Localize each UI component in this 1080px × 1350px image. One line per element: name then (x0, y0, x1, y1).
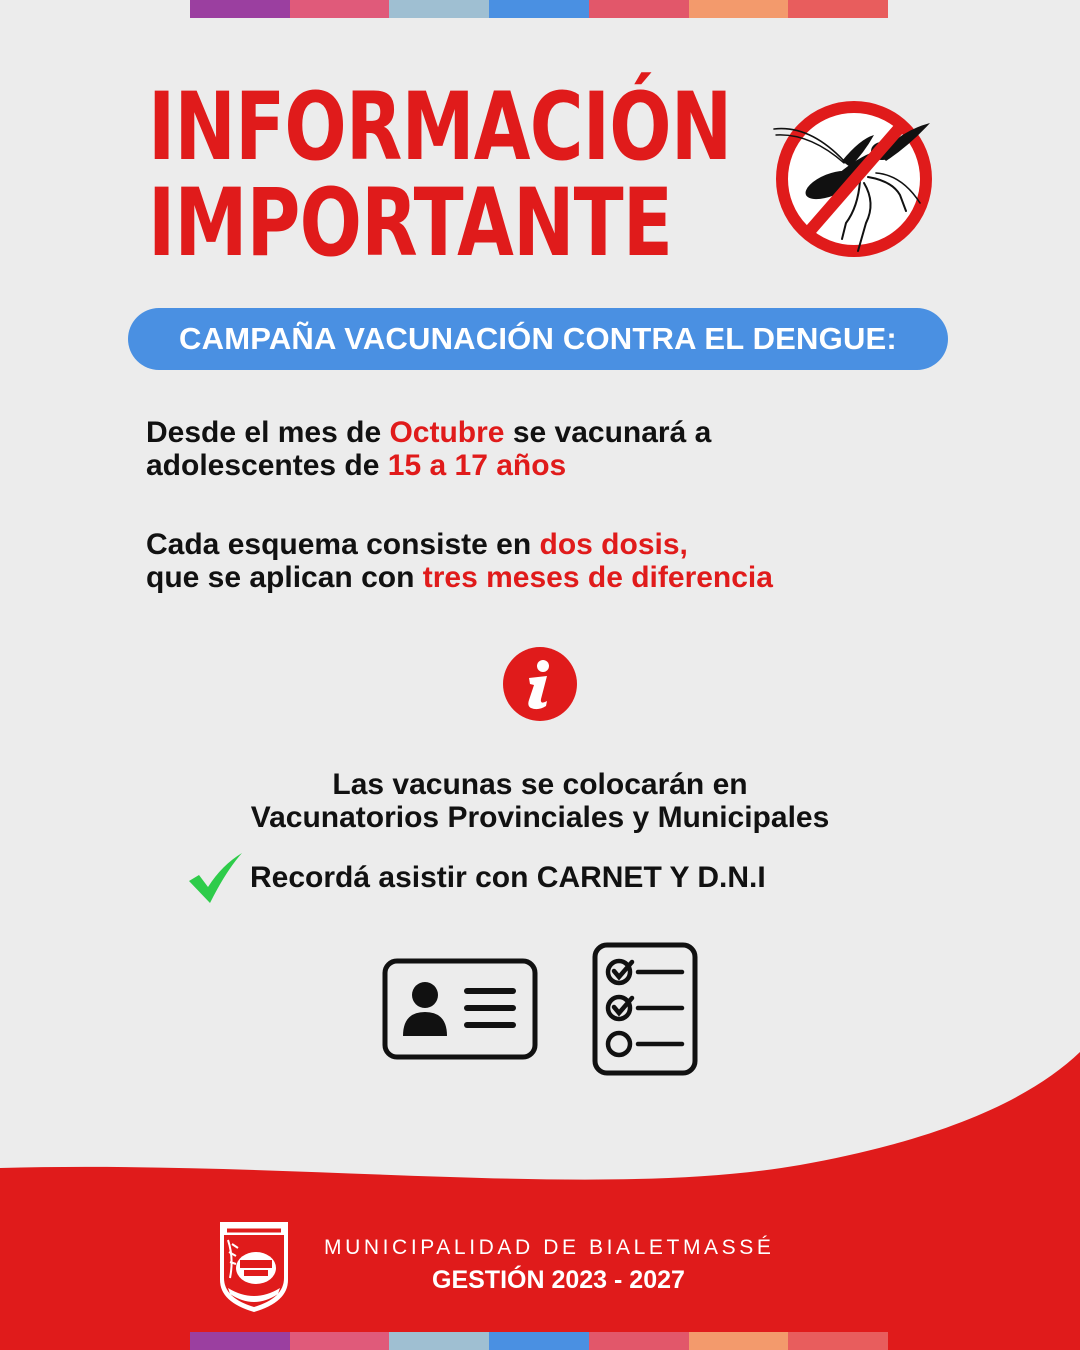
check-icon (186, 851, 244, 905)
reminder-row (186, 850, 766, 906)
stripe-segment (190, 1332, 290, 1350)
stripe-segment (389, 0, 489, 18)
p1-text-3: adolescentes de (146, 449, 388, 482)
stripe-segment (589, 0, 689, 18)
page-title (148, 73, 732, 278)
location-text (0, 768, 1080, 834)
bottom-color-stripe (190, 1332, 888, 1350)
p2-highlight-doses: dos dosis, (539, 528, 688, 561)
stripe-segment (190, 0, 290, 18)
top-color-stripe (190, 0, 888, 18)
stripe-segment (689, 1332, 789, 1350)
location-line-1: Las vacunas se colocarán en (332, 768, 748, 801)
campaign-banner (128, 308, 948, 370)
footer-municipality-name: MUNICIPALIDAD DE BIALETMASSÉ (324, 1236, 775, 1259)
campaign-label: CAMPAÑA VACUNACIÓN CONTRA EL DENGUE: (179, 321, 897, 356)
reminder-text: Recordá asistir con CARNET Y D.N.I (250, 861, 766, 894)
dosage-paragraph (146, 528, 773, 594)
footer-red-wave (0, 1040, 1080, 1350)
p1-highlight-ages: 15 a 17 años (387, 449, 567, 482)
p2-text-2: que se aplican con (146, 561, 423, 594)
stripe-segment (489, 0, 589, 18)
p1-highlight-month: Octubre (389, 416, 505, 449)
info-icon (503, 647, 577, 721)
no-mosquito-icon (770, 95, 938, 263)
stripe-segment (290, 1332, 390, 1350)
p1-text-2: se vacunará a (504, 416, 712, 449)
title-line-1: INFORMACIÓN (148, 73, 732, 182)
location-line-2: Vacunatorios Provinciales y Municipales (250, 801, 830, 834)
stripe-segment (689, 0, 789, 18)
start-date-paragraph (146, 416, 711, 482)
municipality-crest-logo (216, 1218, 292, 1314)
footer-term: GESTIÓN 2023 - 2027 (432, 1266, 685, 1294)
stripe-segment (489, 1332, 589, 1350)
p2-text-1: Cada esquema consiste en (146, 528, 540, 561)
p1-text-1: Desde el mes de (146, 416, 390, 449)
stripe-segment (589, 1332, 689, 1350)
p2-highlight-interval: tres meses de diferencia (422, 561, 773, 594)
stripe-segment (788, 0, 888, 18)
title-line-2: IMPORTANTE (148, 169, 673, 278)
stripe-segment (788, 1332, 888, 1350)
stripe-segment (389, 1332, 489, 1350)
stripe-segment (290, 0, 390, 18)
